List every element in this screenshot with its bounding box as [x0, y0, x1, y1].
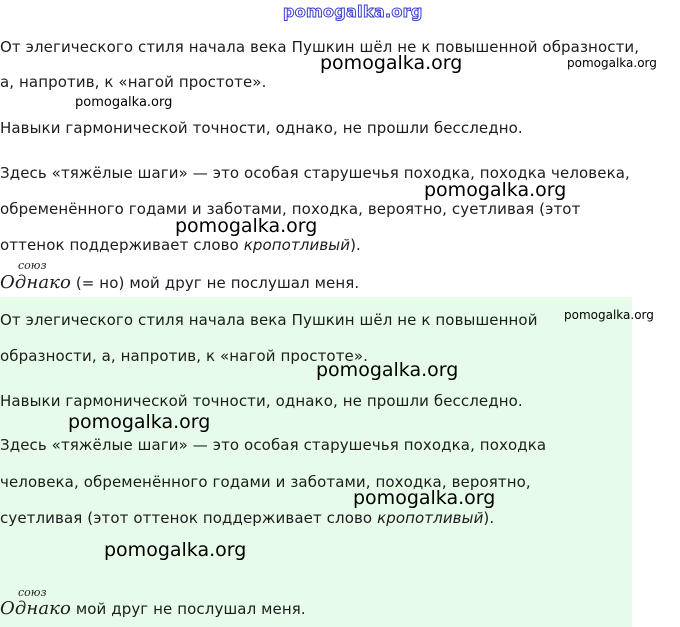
- block2-paragraph2: Навыки гармонической точности, однако, не прошли бесследно.: [0, 392, 523, 410]
- block2-paragraph3-line3: суетливая (этот оттенок поддерживает слово кропотливый).: [0, 509, 495, 527]
- watermark-top: pomogalka.org: [283, 2, 423, 21]
- block2-paragraph3-line2: человека, обременённого годами и заботами, походка, вероятно,: [0, 473, 531, 491]
- block2-paragraph1-line2: образности, а, напротив, к «нагой простоте».: [0, 347, 369, 365]
- watermark: pomogalka.org: [75, 95, 173, 110]
- block1-paragraph3-line1: Здесь «тяжёлые шаги» — это особая старушечья походка, походка человека,: [0, 164, 630, 182]
- watermark: pomogalka.org: [68, 411, 211, 433]
- block2-conjunction-label: союз: [18, 586, 47, 599]
- block2-paragraph3-line1: Здесь «тяжёлые шаги» — это особая старушечья походка, походка: [0, 436, 547, 454]
- watermark: pomogalka.org: [353, 487, 496, 509]
- block1-paragraph1-line1: От элегического стиля начала века Пушкин шёл не к повышенной образности,: [0, 38, 640, 56]
- block2-example-sentence: Однако мой друг не послушал меня.: [0, 598, 306, 619]
- block1-paragraph3-line3: оттенок поддерживает слово кропотливый).: [0, 236, 361, 254]
- block1-paragraph2: Навыки гармонической точности, однако, не прошли бесследно.: [0, 119, 523, 137]
- block2-paragraph1-line1: От элегического стиля начала века Пушкин шёл не к повышенной: [0, 311, 538, 329]
- watermark: pomogalka.org: [175, 215, 318, 237]
- block1-paragraph3-line2: обременённого годами и заботами, походка, вероятно, суетливая (этот: [0, 200, 581, 218]
- watermark: pomogalka.org: [564, 308, 654, 322]
- watermark: pomogalka.org: [316, 359, 459, 381]
- watermark: pomogalka.org: [567, 56, 657, 70]
- watermark: pomogalka.org: [104, 539, 247, 561]
- watermark: pomogalka.org: [424, 179, 567, 201]
- watermark: pomogalka.org: [320, 52, 463, 74]
- block1-paragraph1-line2: а, напротив, к «нагой простоте».: [0, 73, 267, 91]
- block1-example-sentence: Однако (= но) мой друг не послушал меня.: [0, 272, 360, 293]
- block1-conjunction-label: союз: [18, 259, 47, 272]
